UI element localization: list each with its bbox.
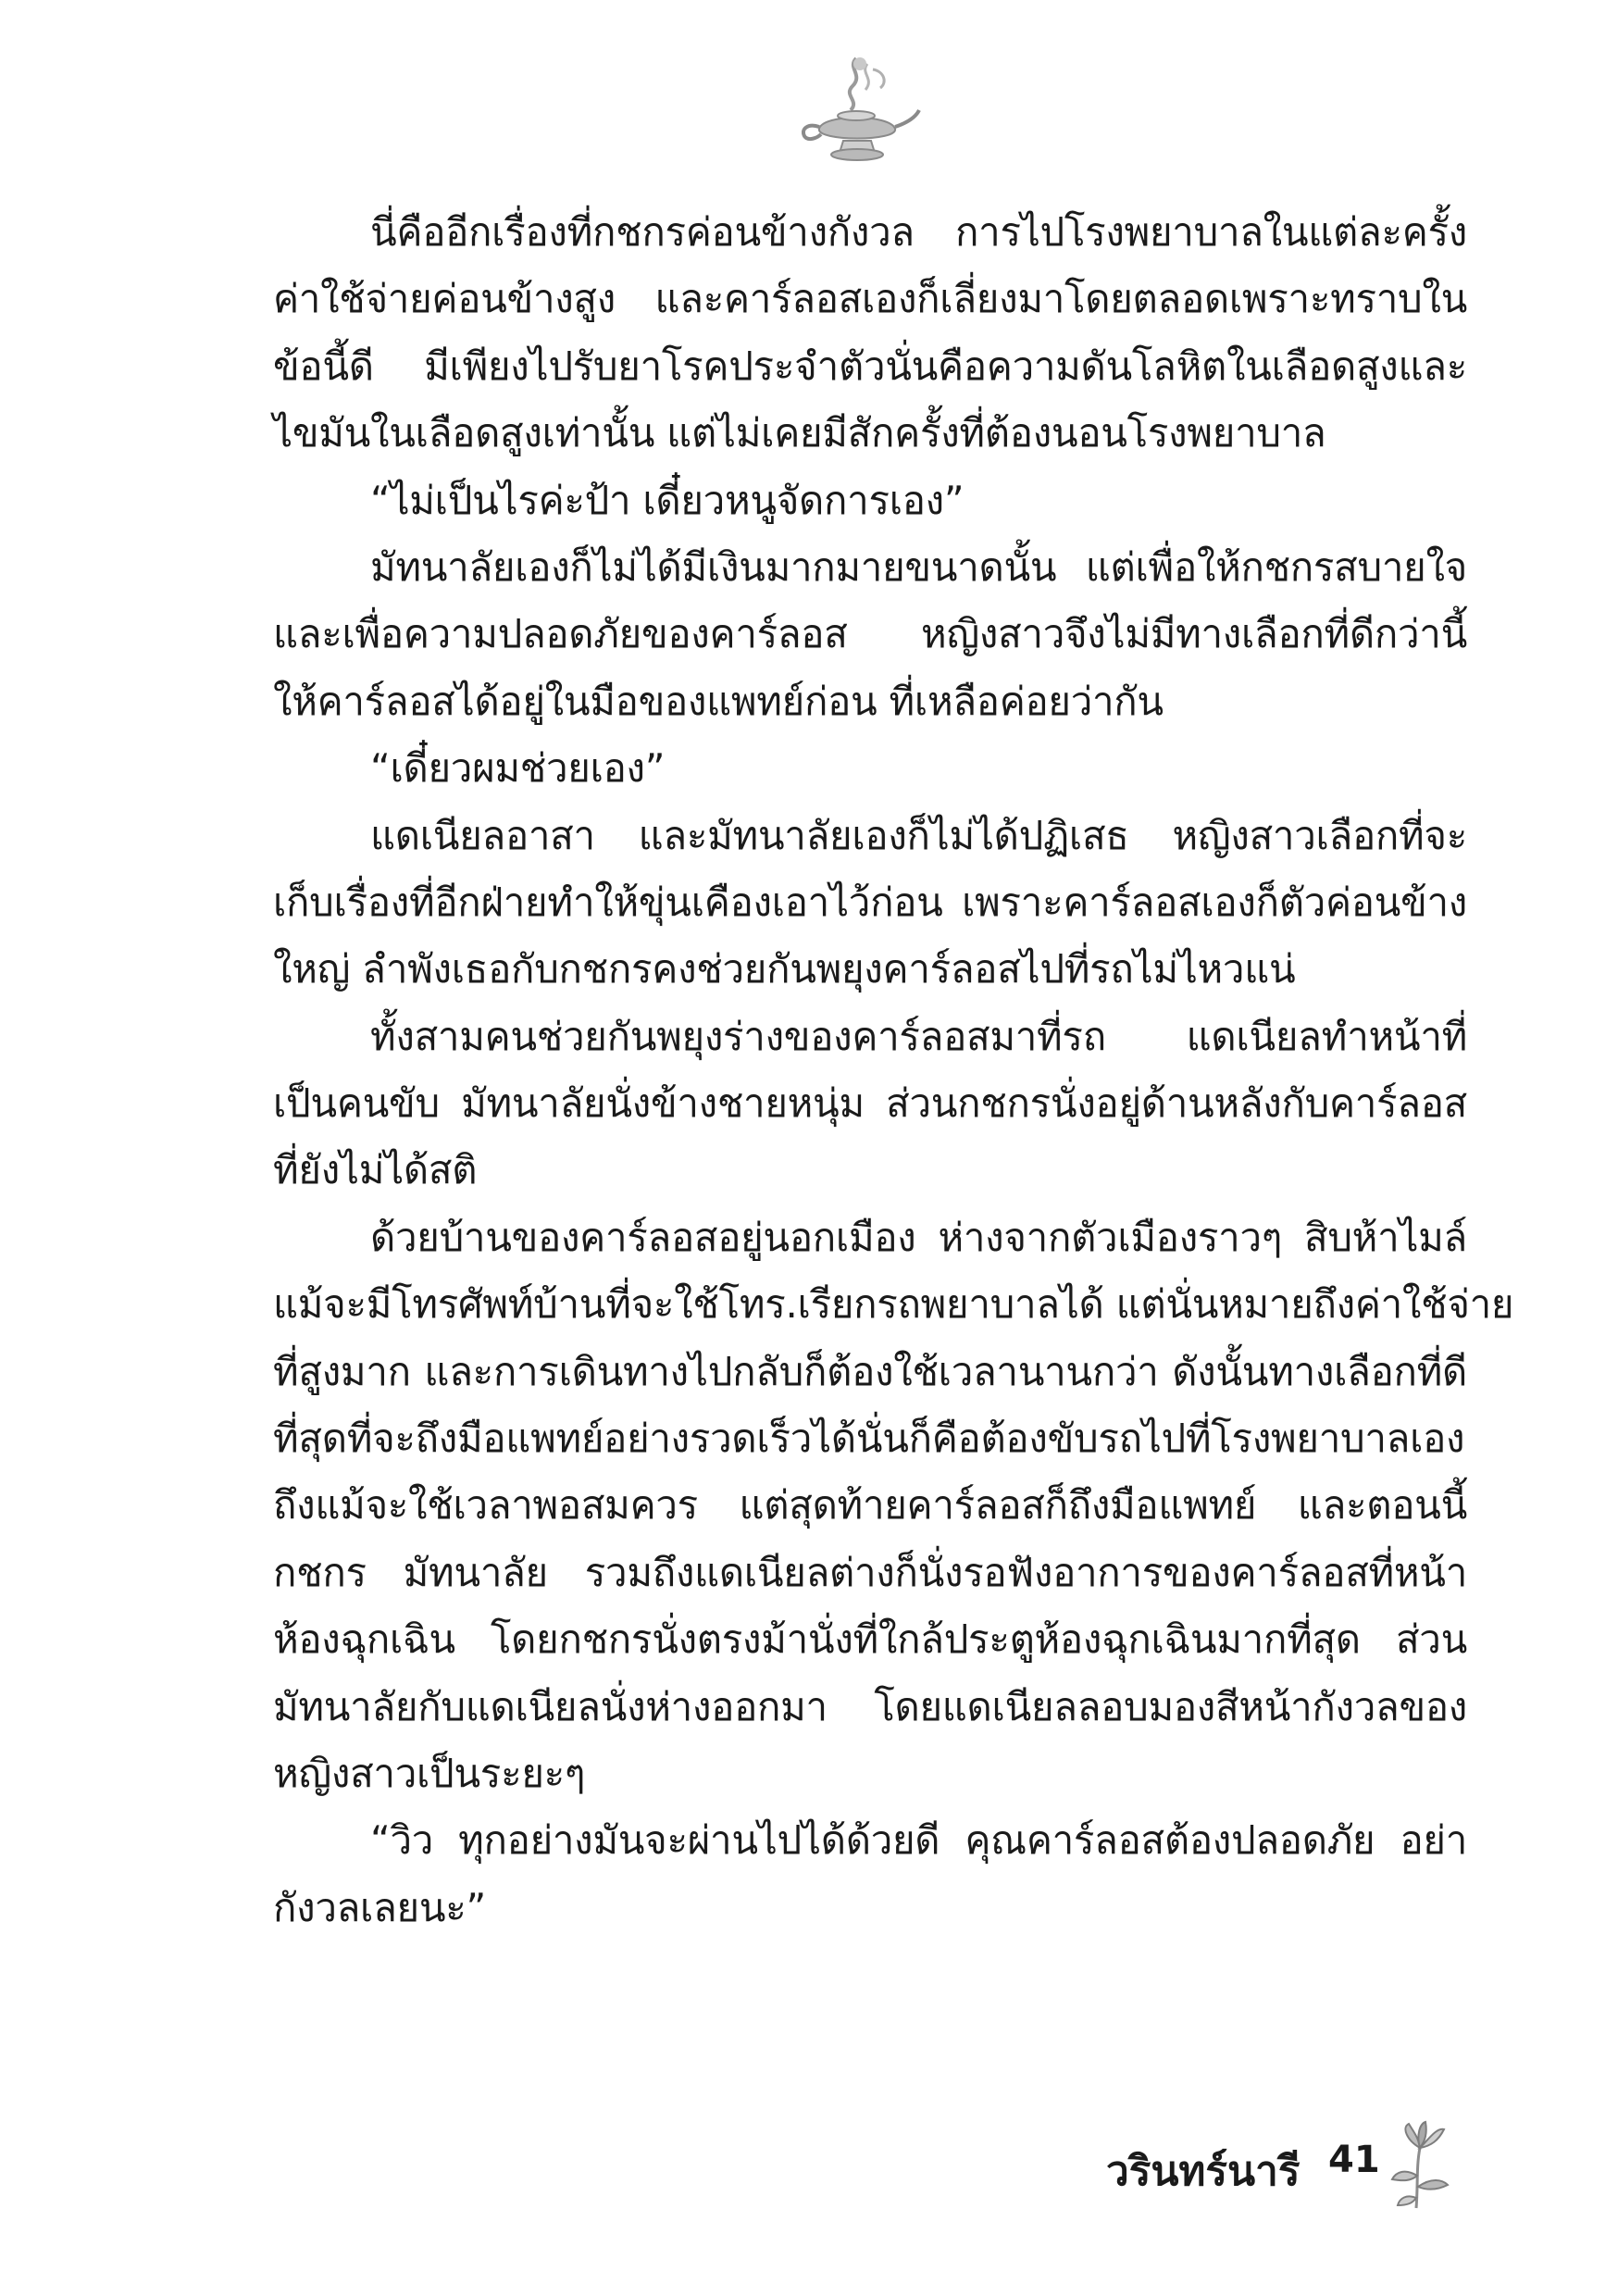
page-number: 41 [1328,2139,1380,2181]
text-line: “วิว ทุกอย่างมันจะผ่านไปได้ด้วยดี คุณคาร์ลอสต้องปลอดภัย อย่า [370,1817,1467,1864]
text-line: ใหญ่ ลำพังเธอกับกชกรคงช่วยกันพยุงคาร์ลอสไปที่รถไม่ไหวแน่ [273,946,1296,992]
text-line: ที่สูงมาก และการเดินทางไปกลับก็ต้องใช้เวลานานกว่า ดังนั้นทางเลือกที่ดี [273,1348,1467,1394]
text-line: ค่าใช้จ่ายค่อนข้างสูง และคาร์ลอสเองก็เลี่ยงมาโดยตลอดเพราะทราบใน [273,276,1467,322]
text-line: ด้วยบ้านของคาร์ลอสอยู่นอกเมือง ห่างจากตัวเมืองราวๆ สิบห้าไมล์ [370,1214,1467,1260]
text-line: “ไม่เป็นไรค่ะป้า เดี๋ยวหนูจัดการเอง” [370,477,965,523]
body-text [273,199,1514,1941]
text-line: กังวลเลยนะ” [273,1884,486,1930]
flower-ornament-icon [1388,2120,1453,2213]
text-line: ให้คาร์ลอสได้อยู่ในมือของแพทย์ก่อน ที่เหลือค่อยว่ากัน [273,678,1164,724]
text-line: แม้จะมีโทรศัพท์บ้านที่จะใช้โทร.เรียกรถพยาบาลได้ แต่นั่นหมายถึงค่าใช้จ่าย [273,1281,1514,1328]
book-title: วรินทร์นารี [1106,2148,1301,2195]
text-line: ข้อนี้ดี มีเพียงไปรับยาโรคประจำตัวนั่นคือความดันโลหิตในเลือดสูงและ [273,343,1467,389]
text-line: มัทนาลัยกับแดเนียลนั่งห่างออกมา โดยแดเนียลลอบมองสีหน้ากังวลของ [273,1683,1467,1729]
text-line: ไขมันในเลือดสูงเท่านั้น แต่ไม่เคยมีสักครั้งที่ต้องนอนโรงพยาบาล [273,410,1326,456]
text-line: และเพื่อความปลอดภัยของคาร์ลอส หญิงสาวจึงไม่มีทางเลือกที่ดีกว่านี้ [273,611,1467,657]
text-line: หญิงสาวเป็นระยะๆ [273,1750,586,1796]
text-line: กชกร มัทนาลัย รวมถึงแดเนียลต่างก็นั่งรอฟังอาการของคาร์ลอสที่หน้า [273,1549,1467,1595]
text-line: ทั้งสามคนช่วยกันพยุงร่างของคาร์ลอสมาที่รถ แดเนียลทำหน้าที่ [370,1013,1467,1059]
text-line: ถึงแม้จะใช้เวลาพอสมควร แต่สุดท้ายคาร์ลอสก็ถึงมือแพทย์ และตอนนี้ [273,1482,1467,1529]
text-line: แดเนียลอาสา และมัทนาลัยเองก็ไม่ได้ปฏิเสธ หญิงสาวเลือกที่จะ [370,812,1467,858]
text-line: ห้องฉุกเฉิน โดยกชกรนั่งตรงม้านั่งที่ใกล้ประตูห้องฉุกเฉินมากที่สุด ส่วน [273,1616,1467,1663]
text-line: นี่คืออีกเรื่องที่กชกรค่อนข้างกังวล การไปโรงพยาบาลในแต่ละครั้ง [370,209,1467,255]
page-footer [1106,2120,1476,2213]
text-line: “เดี๋ยวผมช่วยเอง” [370,745,666,792]
text-line: ที่ยังไม่ได้สติ [273,1147,478,1193]
text-line: เป็นคนขับ มัทนาลัยนั่งข้างชายหนุ่ม ส่วนกชกรนั่งอยู่ด้านหลังกับคาร์ลอส [273,1080,1467,1127]
text-line: เก็บเรื่องที่อีกฝ่ายทำให้ขุ่นเคืองเอาไว้ก่อน เพราะคาร์ลอสเองก็ตัวค่อนข้าง [273,879,1467,925]
text-line: ที่สุดที่จะถึงมือแพทย์อย่างรวดเร็วได้นั่นก็คือต้องขับรถไปที่โรงพยาบาลเอง [273,1416,1465,1462]
lamp-ornament-icon [791,51,921,167]
text-line: มัทนาลัยเองก็ไม่ได้มีเงินมากมายขนาดนั้น แต่เพื่อให้กชกรสบายใจ [370,543,1467,590]
